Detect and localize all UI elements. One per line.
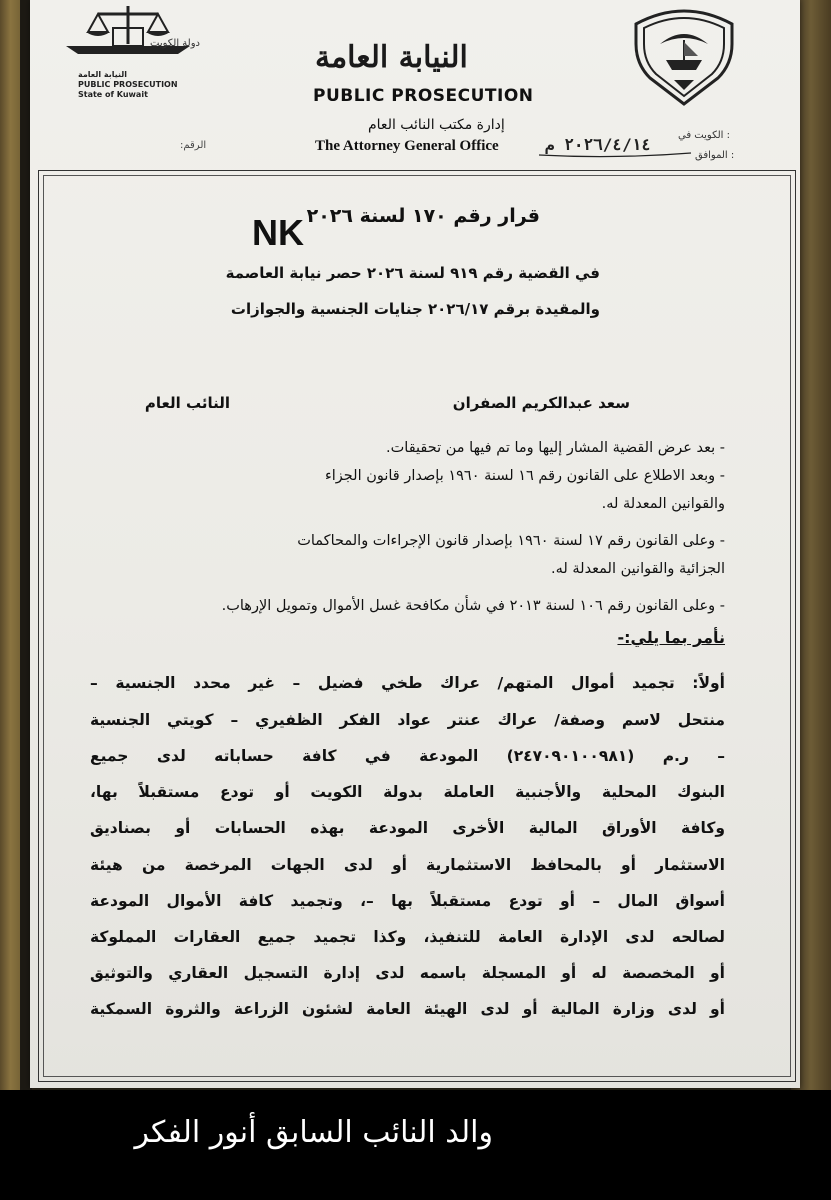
clause-line: وكافة الأوراق المالية الأخرى المودعة بهذه الحسابات أو بصناديق (90, 819, 725, 837)
scales-of-justice-icon (58, 2, 198, 62)
signatory-name: سعد عبدالكريم الصفران (452, 394, 630, 412)
office-title-english: The Attorney General Office (315, 138, 499, 154)
clause-line: أو لدى وزارة المالية أو لدى الهيئة العامة لشئون الزراعة والثروة السمكية (90, 1000, 725, 1018)
org-title-arabic: النيابة العامة (315, 40, 468, 75)
left-logo-text (78, 70, 178, 100)
signatory-title: النائب العام (144, 394, 230, 412)
nk-stamp: NK (252, 212, 304, 253)
date-value: ٢٠٢٦/٤/١٤ م (545, 135, 651, 154)
document-page (30, 0, 800, 1088)
paragraph: - وعلى القانون رقم ١٠٦ لسنة ٢٠١٣ في شأن مكافحة غسل الأموال وتمويل الإرهاب. (221, 598, 725, 614)
clause-line: أسواق المال – أو تودع مستقبلاً بها –، وتجميد كافة الأموال المودعة (90, 892, 725, 910)
handwritten-date (535, 133, 695, 161)
registry-line: والمقيدة برقم ٢٠٢٦/١٧ جنايات الجنسية والجوازات (230, 300, 600, 318)
clause-line: منتحل لاسم وصفة/ عراك عنتر عواد الفكر الظفيري – كويتي الجنسية (90, 711, 725, 729)
clause-line: – ر.م (٢٤٧٠٩٠١٠٠٩٨١) المودعة في كافة حساباته لدى جميع (90, 747, 725, 765)
left-logo-line: النيابة العامة (78, 70, 127, 79)
office-title-arabic: إدارة مكتب النائب العام (368, 117, 505, 133)
caption-text: والد النائب السابق أنور الفكر (134, 1115, 493, 1150)
order-heading: نأمر بما يلي:- (617, 628, 725, 647)
caption-bar (0, 1090, 831, 1200)
clause-line: لصالحه لدى الإدارة العامة للتنفيذ، وكذا تجميد جميع العقارات المملوكة (90, 928, 725, 946)
org-title-english: PUBLIC PROSECUTION (313, 86, 534, 106)
reference-label: :الرقم (180, 140, 207, 151)
paragraph: - وبعد الاطلاع على القانون رقم ١٦ لسنة ١٩٦٠ بإصدار قانون الجزاء (324, 468, 725, 484)
paragraph: - وعلى القانون رقم ١٧ لسنة ١٩٦٠ بإصدار قانون الإجراءات والمحاكمات (297, 533, 725, 549)
state-label: دولة الكويت (150, 38, 200, 49)
left-logo-line: PUBLIC PROSECUTION (78, 80, 178, 89)
kuwait-in-label: الكويت في : (678, 130, 730, 141)
kuwait-emblem-icon (630, 4, 738, 108)
paragraph: والقوانين المعدلة له. (601, 496, 725, 512)
decision-title: قرار رقم ١٧٠ لسنة ٢٠٢٦ (306, 205, 540, 227)
clause-line: الاستثمار أو بالمحافظ الاستثمارية أو لدى الجهات المرخصة من هيئة (90, 856, 725, 874)
case-line: في القضية رقم ٩١٩ لسنة ٢٠٢٦ حصر نيابة العاصمة (225, 264, 600, 282)
clause-line: أو المخصصة له أو المسجلة باسمه لدى إدارة التسجيل العقاري والتوثيق (90, 964, 725, 982)
paragraph: الجزائية والقوانين المعدلة له. (550, 561, 725, 577)
paragraph: - بعد عرض القضية المشار إليها وما تم فيها من تحقيقات. (386, 440, 725, 456)
clause-line: البنوك المحلية والأجنبية العاملة بدولة الكويت أو تودع مستقبلاً بها، (90, 783, 725, 801)
clause-line: أولاً: تجميد أموال المتهم/ عراك طخي فضيل – غير محدد الجنسية – (90, 674, 725, 692)
mowafiq-label: الموافق : (695, 150, 735, 161)
left-logo-line: State of Kuwait (78, 90, 148, 99)
